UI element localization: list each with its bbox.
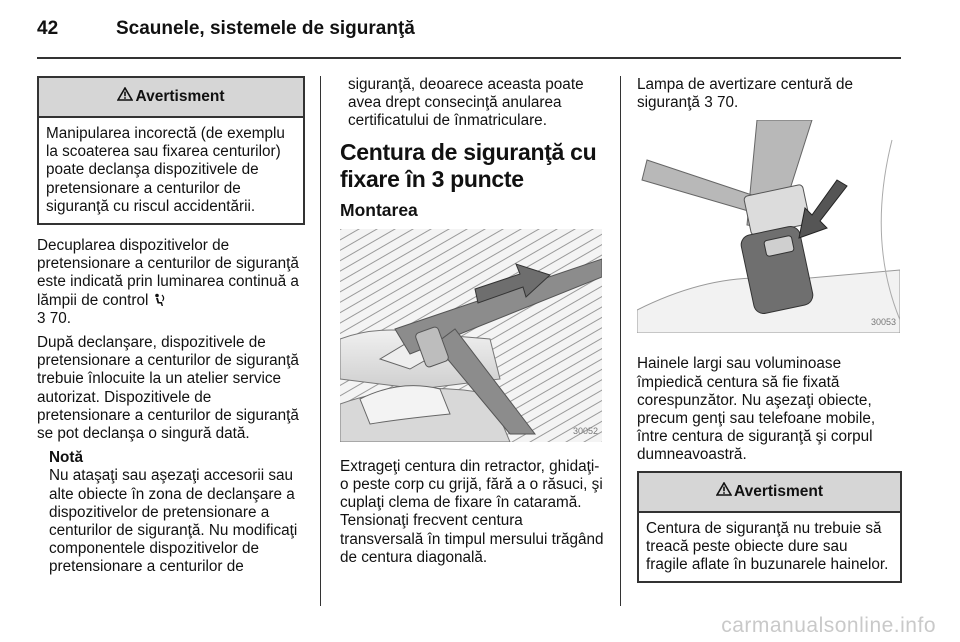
belt-fastening-figure: [340, 229, 602, 442]
buckle-figure: [637, 120, 900, 333]
page-reference[interactable]: 3 70.: [37, 309, 72, 327]
warning-title: Avertisment: [733, 482, 823, 500]
column-divider-1: [320, 76, 321, 606]
page-number: 42: [37, 18, 59, 39]
belt-fastening-illustration: [340, 229, 602, 442]
paragraph-text: Lampa de avertizare centură de siguranţă: [637, 76, 853, 112]
fastening-instructions: Extrageţi centura din retractor, ghidaţi-o peste corp cu grijă, fără a o răsuci, şi cuplaţi clema de fixare în cataramă. Tensionaţi frecvent centura transversală în timpul mersului trăgând de centura diagonală.: [340, 457, 604, 566]
column-2: [340, 76, 606, 573]
paragraph-text: Decuplarea dispozitivelor de pretensionare a centurilor de siguranţă este indicată prin luminarea continuă a lămpii de control: [37, 237, 299, 309]
clothing-paragraph: Hainele largi sau voluminoase împiedică centura să fie fixată corespunzător. Nu aşezaţi obiecte, precum genţi sau telefoane mobile, între centura de siguranţă şi corpul dumneavoastră.: [637, 355, 876, 464]
figure-number: 30052: [572, 425, 598, 436]
warning-box-2: [637, 471, 902, 584]
page-reference[interactable]: 3 70.: [704, 94, 739, 112]
page-title: Scaunele, sistemele de siguranţă: [116, 18, 415, 39]
pretensioner-indicator-paragraph: [37, 237, 305, 328]
column-3: [637, 76, 902, 583]
warning-text: Manipularea incorectă (de exemplu la scoaterea sau fixarea centurilor) poate declanşa dispozitivele de pretensionare a centurilor de siguranţă cu riscul accidentării.: [46, 125, 285, 215]
warning-title: Avertisment: [135, 87, 225, 105]
column-1: [37, 76, 305, 577]
warning-box-1: [37, 76, 305, 225]
watermark: carmanualsonline.info: [721, 614, 936, 637]
warning-text: Centura de siguranţă nu trebuie să treacă peste obiecte dure sau fragile aflate în buzunarele hainelor.: [646, 519, 889, 574]
note-text: Nu ataşaţi sau aşezaţi accesorii sau alte obiecte în zona de declanşare a dispozitivelor de pretensionare a centurilor de siguranţă. Nu modificaţi componentele dispozitivelor de pretensionare a centurilor de: [49, 467, 298, 576]
header-rule: [37, 57, 901, 59]
column-divider-2: [620, 76, 621, 606]
airbag-indicator-icon: [153, 292, 166, 309]
note-block: [49, 449, 305, 576]
note-title: Notă: [49, 449, 83, 467]
warning-lamp-paragraph: [637, 76, 902, 112]
section-heading: Centura de siguranţă cu fixare în 3 puncte: [340, 138, 597, 192]
figure-number: 30053: [870, 317, 896, 328]
warning-triangle-icon: [117, 87, 133, 106]
buckle-illustration: [637, 120, 900, 333]
warning-triangle-icon: [716, 482, 732, 501]
note-continuation: siguranţă, deoarece aceasta poate avea drept consecinţă anularea certificatului de înmatriculare.: [348, 76, 584, 130]
warning-header: [39, 78, 303, 118]
replacement-paragraph: După declanşare, dispozitivele de pretensionare a centurilor de siguranţă trebuie înlocuite la un atelier service autorizat. Dispozitivele de pretensionare a centurilor de siguranţă se pot declanşa o singură dată.: [37, 334, 299, 443]
warning-header: [639, 473, 900, 513]
subsection-heading: Montarea: [340, 199, 418, 220]
